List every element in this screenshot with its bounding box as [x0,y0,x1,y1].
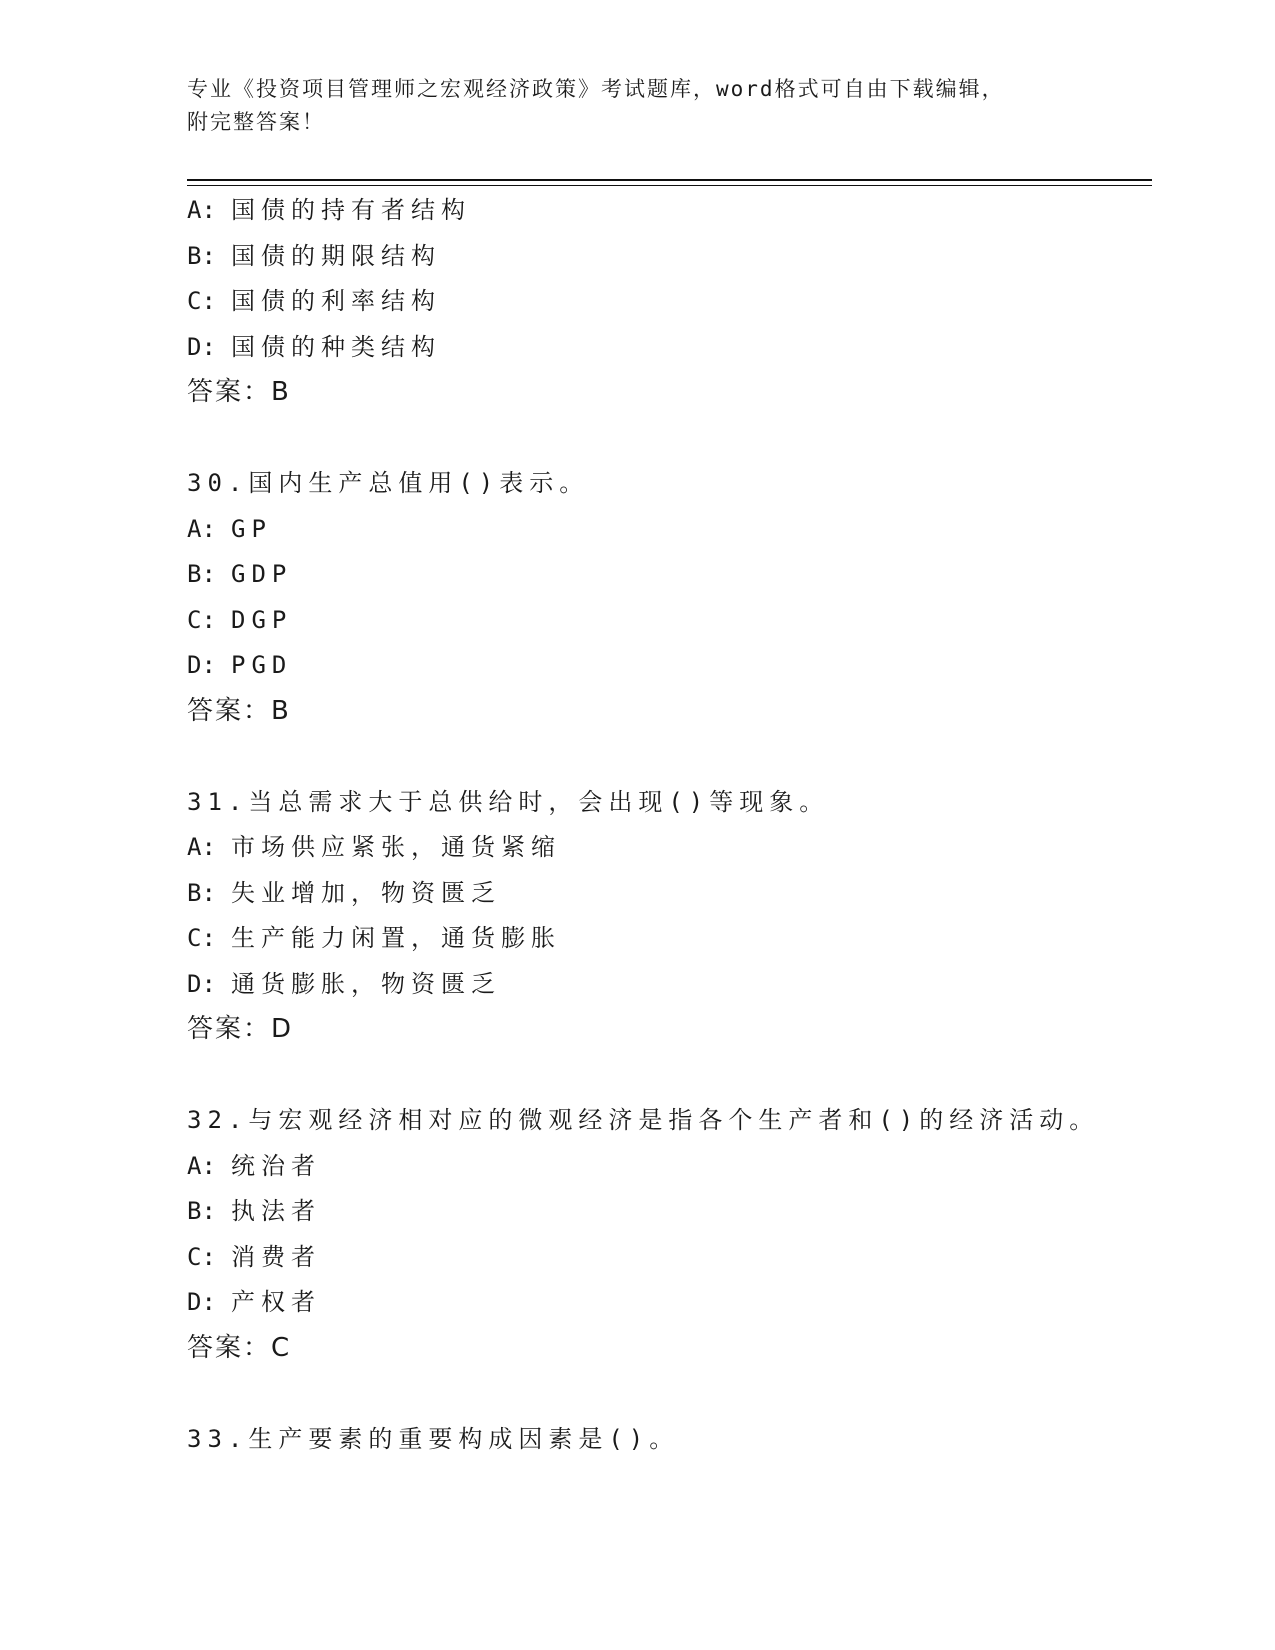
option-letter: A: [187,196,216,224]
option-a [187,507,1152,553]
option-letter: D: [187,332,216,361]
option-text: 国债的期限结构 [231,241,441,270]
answer-line: 答案：B [187,377,291,407]
option-letter: B: [187,878,216,907]
option-text: 国债的持有者结构 [231,196,471,224]
option-b [187,552,1152,598]
spacer [187,734,1152,780]
option-letter: D: [187,1288,216,1316]
question-block-30 [187,461,1152,734]
question-list [187,188,1152,1462]
answer-line: 答案：D [187,1014,294,1044]
option-c [187,598,1152,644]
spacer [187,416,1152,462]
question-block-33 [187,1417,1152,1463]
option-letter: A: [187,1151,216,1180]
option-d [187,325,1152,371]
option-letter: C: [187,924,216,952]
header-divider-thin [187,185,1152,186]
question-block-32 [187,1098,1152,1371]
option-letter: D: [187,969,216,998]
question-block-31 [187,780,1152,1053]
question-text: 30.国内生产总值用()表示。 [187,469,590,497]
option-letter: C: [187,287,216,315]
option-text: DGP [231,605,293,634]
question-block-29 [187,188,1152,416]
option-text: 执法者 [231,1197,321,1225]
option-b [187,1189,1152,1235]
option-c [187,916,1152,962]
option-b [187,234,1152,280]
header-note [187,73,1087,139]
spacer [187,1053,1152,1099]
option-d [187,643,1152,689]
answer-line: 答案：B [187,695,291,726]
option-d [187,1280,1152,1326]
option-text: GDP [231,560,293,588]
option-letter: A: [187,833,216,861]
option-a [187,188,1152,234]
option-text: 国债的种类结构 [231,332,441,361]
option-letter: C: [187,1242,216,1271]
option-text: 产权者 [231,1288,321,1316]
option-letter: D: [187,651,216,679]
option-text: 消费者 [231,1242,321,1271]
question-text: 32.与宏观经济相对应的微观经济是指各个生产者和()的经济活动。 [187,1106,1100,1134]
option-letter: B: [187,241,216,270]
option-text: PGD [231,651,293,679]
header-line-2: 附完整答案！ [187,110,325,134]
option-text: 通货膨胀，物资匮乏 [231,969,501,998]
option-a [187,825,1152,871]
option-text: 市场供应紧张，通货紧缩 [231,833,561,861]
option-letter: C: [187,605,216,634]
option-b [187,871,1152,917]
option-c [187,279,1152,325]
spacer [187,1371,1152,1417]
question-text: 33.生产要素的重要构成因素是()。 [187,1424,680,1453]
option-text: 生产能力闲置，通货膨胀 [231,924,561,952]
answer-line: 答案：C [187,1332,292,1363]
option-letter: B: [187,1197,216,1225]
option-a [187,1144,1152,1190]
header-line-1: 专业《投资项目管理师之宏观经济政策》考试题库，word格式可自由下载编辑， [187,77,1005,101]
option-letter: B: [187,560,216,588]
option-text: 统治者 [231,1151,321,1180]
question-text: 31.当总需求大于总供给时，会出现()等现象。 [187,787,830,816]
option-letter: A: [187,514,216,543]
option-text: GP [231,514,272,543]
option-c [187,1235,1152,1281]
option-text: 失业增加，物资匮乏 [231,878,501,907]
header-divider-thick [187,179,1152,181]
option-d [187,962,1152,1008]
option-text: 国债的利率结构 [231,287,441,315]
